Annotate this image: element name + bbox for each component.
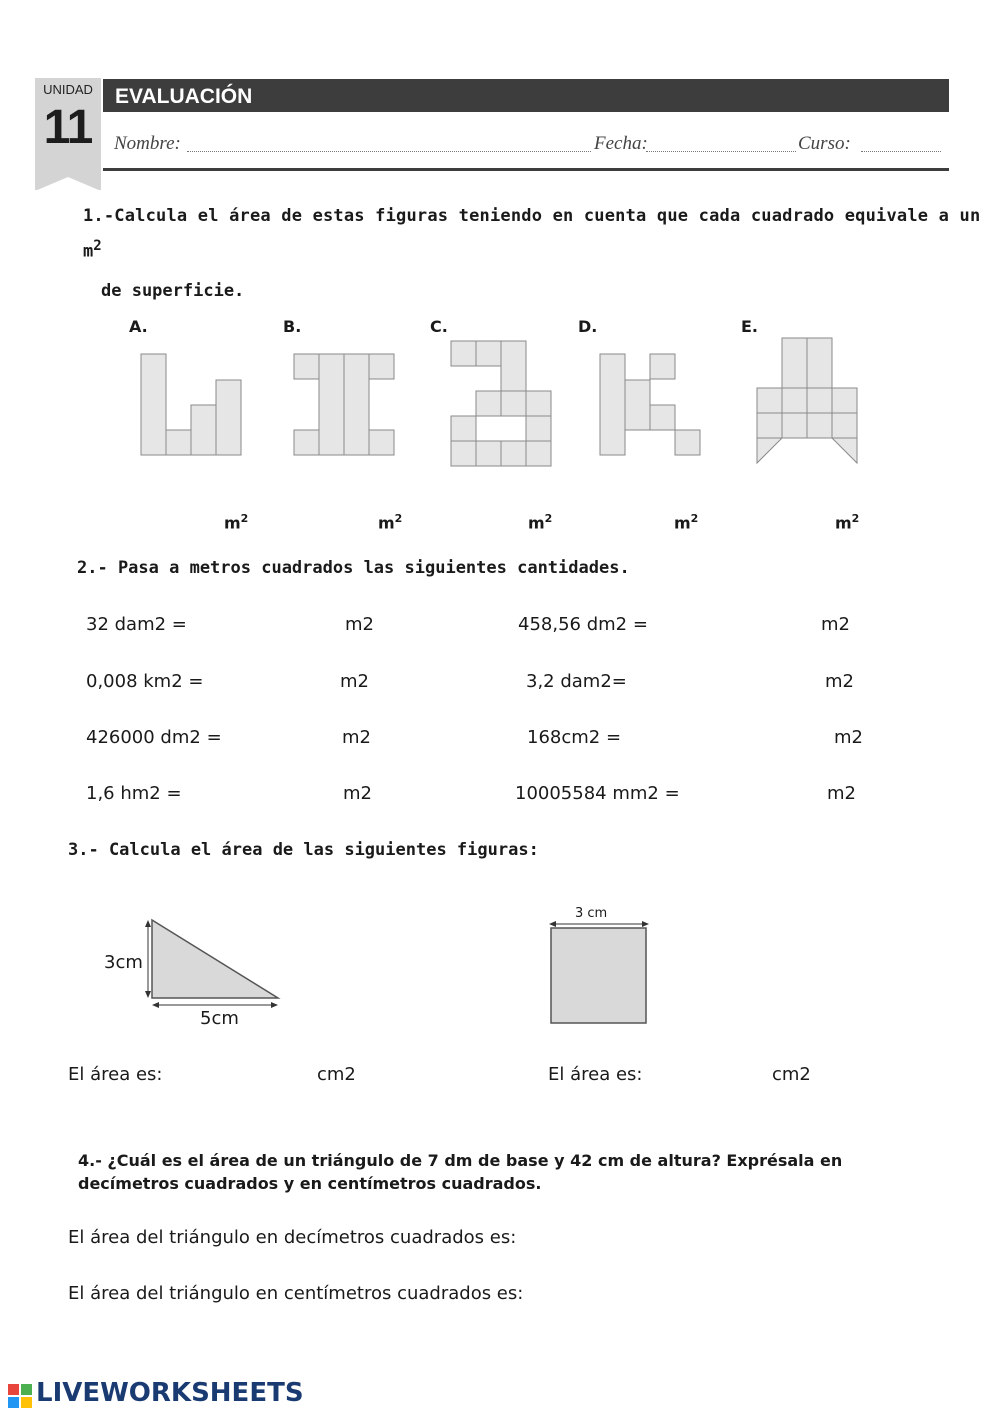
- square-area-unit: cm2: [772, 1064, 811, 1085]
- square-side-label: 3 cm: [575, 906, 608, 921]
- figure-label-b: B.: [283, 317, 302, 336]
- title-bar: [103, 79, 949, 112]
- unit-tab: [35, 78, 101, 190]
- triangle-area-label: El área es:: [68, 1064, 163, 1085]
- figure-c-unit: $m^2$: [528, 512, 553, 533]
- q2-right-1: 458,56 dm2 =: [518, 614, 648, 635]
- figure-a-grid: [140, 353, 244, 457]
- q2-right-1-unit: m2: [821, 614, 850, 635]
- figure-e-grid: [755, 337, 861, 467]
- footer-logo-text[interactable]: LIVEWORKSHEETS: [36, 1378, 304, 1408]
- q4-text-line2: decímetros cuadrados y en centímetros cuadrados.: [78, 1174, 542, 1193]
- unit-number: 11: [43, 101, 93, 154]
- figure-c-grid: [450, 340, 554, 470]
- figure-label-d: D.: [578, 317, 598, 336]
- figure-label-c: C.: [430, 317, 448, 336]
- q2-left-2-unit: m2: [340, 671, 369, 692]
- q2-right-3: 168cm2 =: [527, 727, 622, 748]
- q2-left-1-unit: m2: [345, 614, 374, 635]
- figure-label-e: E.: [741, 317, 759, 336]
- figure-e-unit: $m^2$: [835, 512, 860, 533]
- square-figure: [545, 918, 655, 1028]
- q1-text-line3: de superficie.: [101, 281, 245, 301]
- name-label: Nombre:: [114, 133, 181, 154]
- q2-left-3: 426000 dm2 =: [86, 727, 222, 748]
- triangle-area-unit: cm2: [317, 1064, 356, 1085]
- q2-left-3-unit: m2: [342, 727, 371, 748]
- figure-d-grid: [599, 353, 703, 457]
- q4-answer-dm2: El área del triángulo en decímetros cuadrados es:: [68, 1227, 517, 1248]
- q2-right-4: 10005584 mm2 =: [515, 783, 680, 804]
- figure-d-unit: $m^2$: [674, 512, 699, 533]
- q2-left-1: 32 dam2 =: [86, 614, 187, 635]
- q2-right-2: 3,2 dam2=: [526, 671, 627, 692]
- q3-title: 3.- Calcula el área de las siguientes figuras:: [68, 840, 539, 860]
- date-field[interactable]: [646, 151, 796, 152]
- page-title: EVALUACIÓN: [115, 85, 253, 108]
- q2-left-2: 0,008 km2 =: [86, 671, 204, 692]
- q4-text-line1: 4.- ¿Cuál es el área de un triángulo de 7 dm de base y 42 cm de altura? Exprésala en: [78, 1151, 843, 1170]
- unit-label: UNIDAD: [43, 82, 93, 97]
- q2-title: 2.- Pasa a metros cuadrados las siguientes cantidades.: [77, 558, 630, 578]
- header-divider: [103, 168, 949, 171]
- q2-right-4-unit: m2: [827, 783, 856, 804]
- name-field[interactable]: [187, 151, 591, 152]
- q2-right-2-unit: m2: [825, 671, 854, 692]
- date-label: Fecha:: [594, 133, 648, 154]
- figure-a-unit: $m^2$: [224, 512, 249, 533]
- q1-text-line1: 1.-Calcula el área de estas figuras teniendo en cuenta que cada cuadrado equivale a un: [83, 206, 981, 226]
- triangle-base-label: 5cm: [200, 1008, 239, 1029]
- course-label: Curso:: [798, 133, 851, 154]
- course-field[interactable]: [861, 151, 941, 152]
- figure-b-grid: [293, 353, 397, 457]
- figure-b-unit: $m^2$: [378, 512, 403, 533]
- q2-right-3-unit: m2: [834, 727, 863, 748]
- q1-text-line2: $m^2$: [83, 238, 102, 262]
- q2-left-4: 1,6 hm2 =: [86, 783, 182, 804]
- liveworksheets-logo-icon: [8, 1384, 32, 1408]
- q2-left-4-unit: m2: [343, 783, 372, 804]
- triangle-figure: [140, 912, 290, 1012]
- square-area-label: El área es:: [548, 1064, 643, 1085]
- q4-answer-cm2: El área del triángulo en centímetros cuadrados es:: [68, 1283, 524, 1304]
- triangle-height-label: 3cm: [104, 952, 143, 973]
- figure-label-a: A.: [129, 317, 148, 336]
